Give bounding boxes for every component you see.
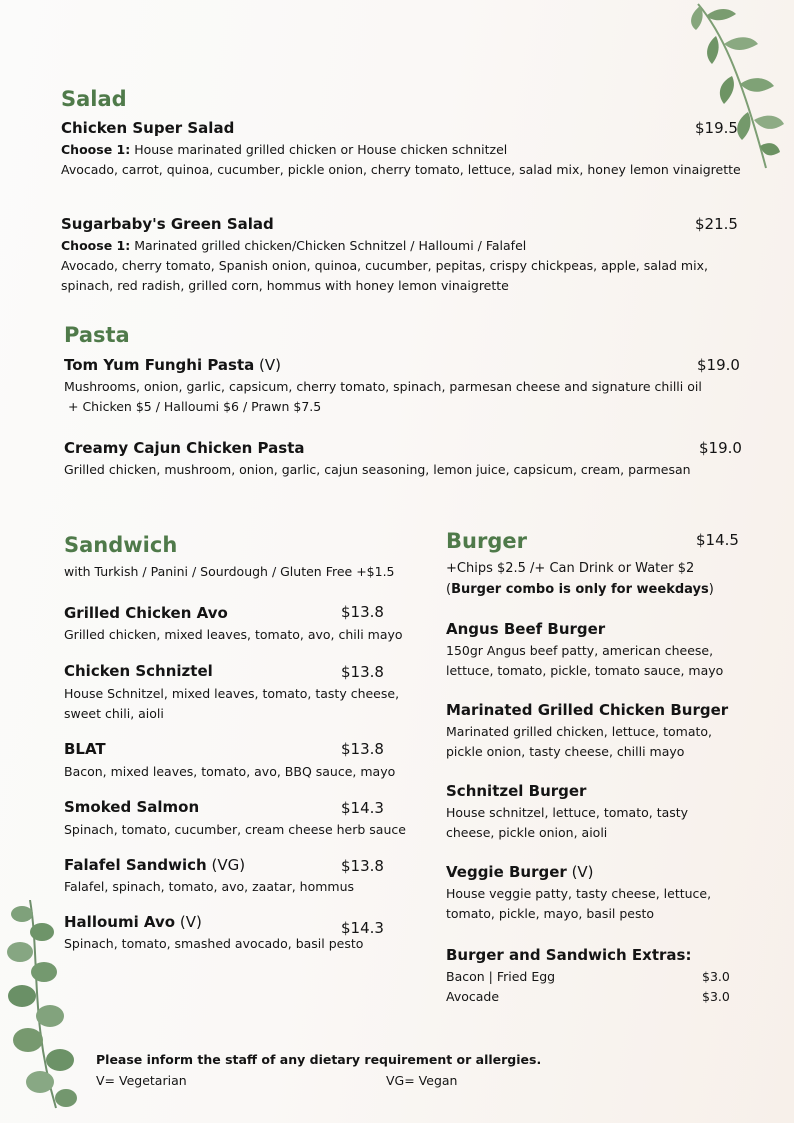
dietary-tag: (V) [566, 863, 594, 881]
pasta-item-title: Tom Yum Funghi Pasta [64, 356, 255, 374]
sandwich-item-price: $13.8 [341, 740, 384, 758]
dietary-tag: (V) [175, 913, 202, 931]
pasta-item-name [64, 356, 281, 374]
vegan-legend: VG= Vegan [386, 1073, 458, 1088]
burger-item-title: Veggie Burger [446, 863, 567, 881]
sandwich-item-name: BLAT [64, 740, 106, 758]
choose-options: House marinated grilled chicken or House chicken schnitzel [130, 142, 508, 157]
extras-heading: Burger and Sandwich Extras: [446, 946, 692, 964]
sandwich-item-title: Halloumi Avo [64, 913, 176, 931]
sandwich-item-price: $13.8 [341, 857, 384, 875]
pasta-item-description: Mushrooms, onion, garlic, capsicum, cherry tomato, spinach, parmesan cheese and signature chilli oil [64, 379, 702, 394]
dietary-tag: (V) [254, 356, 282, 374]
burger-item-name [446, 863, 594, 881]
vegetarian-legend: V= Vegetarian [96, 1073, 187, 1088]
sandwich-item-name: Chicken Schniztel [64, 662, 213, 680]
burger-heading: Burger [446, 529, 527, 553]
sandwich-item-price: $14.3 [341, 919, 384, 937]
sandwich-item-name: Smoked Salmon [64, 798, 200, 816]
choose-label: Choose 1: [61, 238, 131, 253]
sandwich-bread-options: with Turkish / Panini / Sourdough / Gluten Free +$1.5 [64, 564, 395, 579]
dietary-tag: (VG) [206, 856, 246, 874]
sandwich-item-name [64, 913, 202, 931]
pasta-item-description: Grilled chicken, mushroom, onion, garlic, cajun seasoning, lemon juice, capsicum, cream, parmesan [64, 462, 691, 477]
salad-item-choose [61, 140, 507, 160]
burger-item-description: Marinated grilled chicken, lettuce, tomato, pickle onion, tasty cheese, chilli mayo [446, 724, 713, 759]
salad-item-description: Avocado, cherry tomato, Spanish onion, quinoa, cucumber, pepitas, crispy chickpeas, apple, salad mix, spinach, red radish, grilled corn, hommus with honey lemon vinaigrette [61, 258, 708, 293]
leaf-branch-top-right-icon [680, 0, 794, 175]
pasta-heading: Pasta [64, 323, 130, 347]
paren-open: ( [446, 582, 452, 597]
extras-item-name: Bacon | Fried Egg [446, 969, 556, 984]
extras-item-price: $3.0 [702, 969, 730, 984]
pasta-item-name: Creamy Cajun Chicken Pasta [64, 439, 305, 457]
sandwich-item-description: House Schnitzel, mixed leaves, tomato, tasty cheese, sweet chili, aioli [64, 686, 400, 721]
sandwich-item-name [64, 856, 245, 874]
sandwich-item-description: Bacon, mixed leaves, tomato, avo, BBQ sauce, mayo [64, 764, 396, 779]
sandwich-item-price: $14.3 [341, 799, 384, 817]
burger-item-description: House schnitzel, lettuce, tomato, tasty cheese, pickle onion, aioli [446, 805, 689, 840]
burger-combo-note [446, 580, 714, 600]
salad-item-name: Chicken Super Salad [61, 119, 235, 137]
burger-price: $14.5 [696, 531, 739, 549]
eucalyptus-branch-bottom-left-icon [0, 900, 90, 1110]
sandwich-item-title: Falafel Sandwich [64, 856, 207, 874]
extras-item-price: $3.0 [702, 989, 730, 1004]
sandwich-item-description: Spinach, tomato, cucumber, cream cheese herb sauce [64, 822, 406, 837]
burger-item-name: Marinated Grilled Chicken Burger [446, 701, 729, 719]
salad-heading: Salad [61, 87, 127, 111]
burger-item-name: Angus Beef Burger [446, 620, 606, 638]
sandwich-item-name: Grilled Chicken Avo [64, 604, 228, 622]
burger-combo: +Chips $2.5 /+ Can Drink or Water $2 [446, 561, 695, 576]
sandwich-item-description: Falafel, spinach, tomato, avo, zaatar, hommus [64, 879, 355, 894]
choose-label: Choose 1: [61, 142, 131, 157]
sandwich-item-description: Spinach, tomato, smashed avocado, basil pesto [64, 936, 364, 951]
burger-item-description: 150gr Angus beef patty, american cheese, lettuce, tomato, pickle, tomato sauce, mayo [446, 643, 724, 678]
pasta-item-price: $19.0 [699, 439, 742, 457]
sandwich-item-description: Grilled chicken, mixed leaves, tomato, avo, chili mayo [64, 627, 403, 642]
choose-options: Marinated grilled chicken/Chicken Schnitzel / Halloumi / Falafel [130, 238, 527, 253]
extras-item-name: Avocade [446, 989, 500, 1004]
salad-item-price: $21.5 [695, 215, 738, 233]
pasta-item-price: $19.0 [697, 356, 740, 374]
burger-item-name: Schnitzel Burger [446, 782, 587, 800]
sandwich-item-price: $13.8 [341, 663, 384, 681]
pasta-item-addons: + Chicken $5 / Halloumi $6 / Prawn $7.5 [68, 399, 322, 414]
allergy-notice: Please inform the staff of any dietary requirement or allergies. [96, 1052, 542, 1067]
combo-weekday-note: Burger combo is only for weekdays [451, 582, 709, 597]
salad-item-choose [61, 236, 526, 256]
sandwich-heading: Sandwich [64, 533, 178, 557]
salad-item-description: Avocado, carrot, quinoa, cucumber, pickle onion, cherry tomato, lettuce, salad mix, honey lemon vinaigrette [61, 162, 741, 177]
sandwich-item-price: $13.8 [341, 603, 384, 621]
salad-item-name: Sugarbaby's Green Salad [61, 215, 274, 233]
paren-close: ) [708, 582, 714, 597]
salad-item-price: $19.5 [695, 119, 738, 137]
burger-item-description: House veggie patty, tasty cheese, lettuce, tomato, pickle, mayo, basil pesto [446, 886, 712, 921]
